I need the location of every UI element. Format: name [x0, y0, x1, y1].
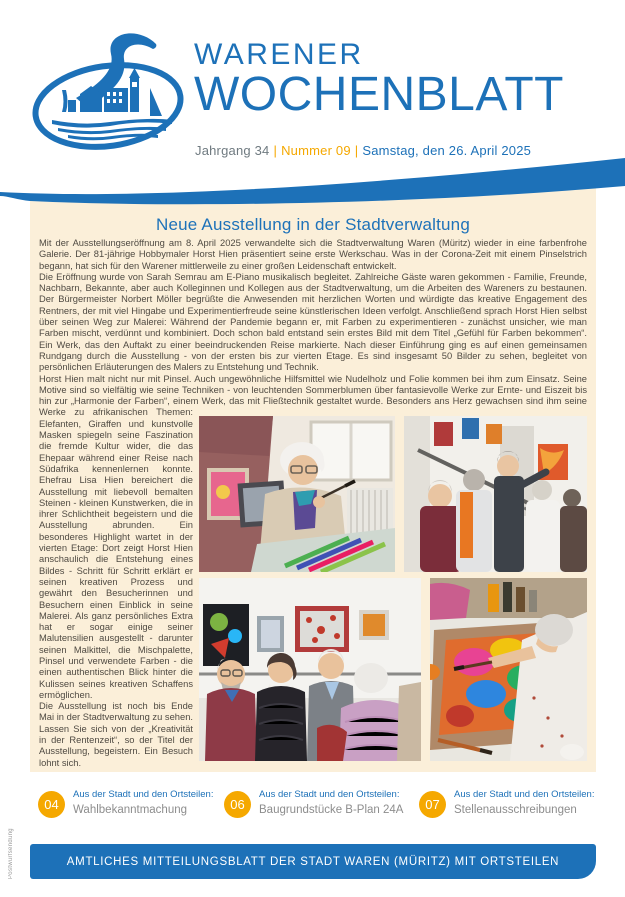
- page-number-badge: 07: [419, 791, 446, 818]
- dateline-separator: |: [354, 143, 359, 158]
- dateline-issue: Nummer 09: [281, 143, 351, 158]
- article-body: [39, 238, 587, 769]
- teaser-label: Aus der Stadt und den Ortsteilen:: [259, 789, 400, 800]
- teaser-title: Baugrundstücke B-Plan 24A: [259, 804, 404, 816]
- dateline-volume: Jahrgang 34: [195, 143, 270, 158]
- masthead-title: [194, 38, 564, 121]
- dateline-date: Samstag, den 26. April 2025: [362, 143, 532, 158]
- swan-town-logo-icon: [32, 32, 188, 150]
- article-paragraph: Mit der Ausstellungseröffnung am 8. April 2025 verwandelte sich die Stadtverwaltung Waren (Müritz) wieder in eine farbenfrohe Galerie. Der 81-jährige Hobbymaler Horst Hien präsentiert seine erste Werkschau. Was in der Corona-Zeit mit einem Pinselstrich begann, hat sich für den Warener mittlerweile zu einer großen Leidenschaft entwickelt.: [39, 238, 587, 271]
- masthead: [30, 30, 595, 162]
- postal-imprint-vertical: Postwurfsendung: [8, 828, 14, 879]
- photo-grid: [199, 416, 587, 761]
- teaser-label: Aus der Stadt und den Ortsteilen:: [73, 789, 214, 800]
- article-title: Neue Ausstellung in der Stadtverwaltung: [156, 215, 470, 234]
- curve-divider: [0, 156, 625, 208]
- photo-gallery-conversation: [199, 578, 421, 761]
- masthead-title-line2: WOCHENBLATT: [194, 68, 564, 121]
- article-paragraph: Horst Hien malt nicht nur mit Pinsel. Auch ungewöhnliche Hilfsmittel wie Nudelholz und Folie kommen bei ihm zum Einsatz. Seine Motive sind so vielfältig wie seine Techniken - von leuchtenden Sommerblumen über fantasievolle Werke zur Ernte- und Eiszeit bis hin zur „Harmonie der Farben“, einem Werk, das mit Fließtechnik gestaltet wurde. Besonders ans Herz gewachsen sind ihm seine Werke zu afrikanischen Themen: Elefanten, Giraffen und kunstvolle Masken spiegeln seine Faszination die fremde Kultur wider, die das Ehepaar während einer Reise nach Südafrika kennenlernen konnte. Ehefrau Lisa Hien bereichert die Ausstellung mit liebevoll bemalten Steinen - kleinen Kunstwerken, die in ihrer Schlichtheit begeistern und die Ausstellung abrunden. Ein besonderes Highlight wartet in der vierten Etage: Dort zeigt Horst Hien anschaulich die Entstehung eines Bildes - Schritt für Schritt erklärt er seinen kreativen Prozess und gewährt den Besucherinnen und Besuchern einen Einblick in seine Malerei. Als ganz persönliches Extra hat er sogar einige seiner Malutensilien ausgestellt - darunter seinen Malkittel, die Mischpalette, Pinsel und verwendete Farben - die einen authentischen Blick hinter die Kulissen seines kreativen Schaffens ermöglichen.: [39, 373, 587, 700]
- teaser-row: [0, 789, 625, 835]
- article-paragraph: Die Eröffnung wurde von Sarah Semrau am E-Piano musikalisch begleitet. Zahlreiche Gäste waren gekommen - Familie, Freunde, Nachbarn, Bekannte, aber auch Kolleginnen und Kollegen aus der Stadtverwaltung, um die Arbeiten des Wareners zu bestaunen. Der Bürgermeister Norbert Möller begrüßte die Anwesenden mit herzlichen Worten und würdigte das kreative Engagement des Rentners, der mit viel Hingabe und Experimentierfreude seine künstlerischen Ideen verfolgt. Anschließend sprach Horst Hien selbst über seinen Weg zur Malerei: Während der Pandemie begann er, mit Farben zu experimentieren - zunächst unsicher, wie man Farben mischt, verdünnt und kombiniert. Doch schon bald entstand sein erstes Bild mit dem Titel „Gefühl für Farben bekommen“. Ein Werk, das den Auftakt zu einer beeindruckenden Reise markierte. Nach dieser Einführung ging es auf einen gemeinsamen Rundgang durch die Ausstellung - von der ersten bis zur vierten Etage. Es sind insgesamt 50 Bilder zu sehen, begleitet von persönlichen Erläuterungen des Malers zu Entstehung und Technik.: [39, 271, 587, 373]
- teaser-stellenausschreibungen[interactable]: [419, 789, 594, 818]
- teaser-title: Stellenausschreibungen: [454, 804, 577, 816]
- teaser-label: Aus der Stadt und den Ortsteilen:: [454, 789, 595, 800]
- masthead-title-line1: WARENER: [194, 38, 364, 71]
- photo-painting-in-progress: [430, 578, 587, 761]
- photo-horst-hien-with-brush: [199, 416, 395, 572]
- dateline-separator: |: [273, 143, 278, 158]
- front-article-panel: [30, 206, 596, 772]
- teaser-baugrundstuecke[interactable]: [224, 789, 403, 818]
- official-bulletin-text: AMTLICHES MITTEILUNGSBLATT DER STADT WAREN (MÜRITZ) MIT ORTSTEILEN: [66, 855, 560, 868]
- official-bulletin-banner: [30, 844, 596, 879]
- photo-stairwell-visitors: [404, 416, 587, 572]
- page-number-badge: 06: [224, 791, 251, 818]
- teaser-title: Wahlbekanntmachung: [73, 804, 188, 816]
- page-number-badge: 04: [38, 791, 65, 818]
- teaser-wahlbekanntmachung[interactable]: [38, 789, 213, 818]
- article-paragraph: Die Ausstellung ist noch bis Ende Mai in der Stadtverwaltung zu sehen. Lassen Sie sich von der „Kreativität in der Rentenzeit“, so der Titel der Ausstellung, begeistern. Ein Besuch lohnt sich.: [39, 701, 193, 768]
